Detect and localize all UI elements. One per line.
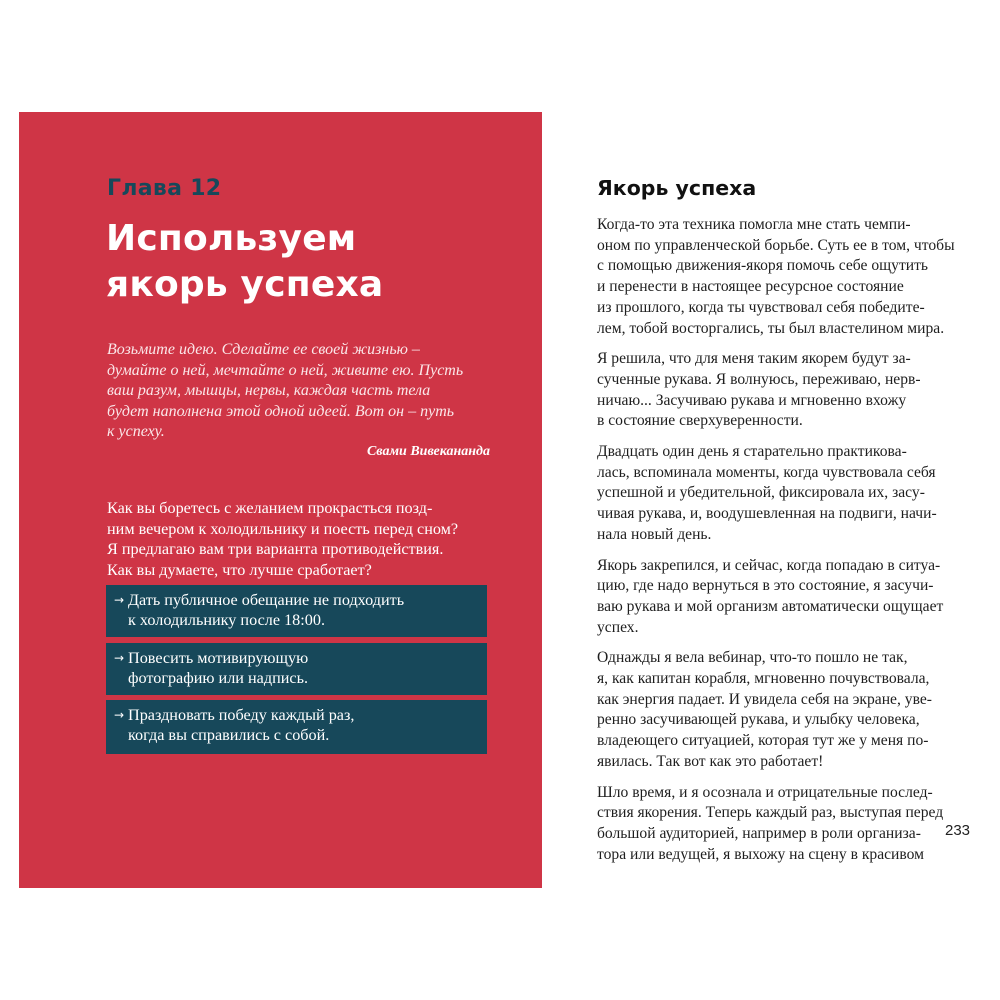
epigraph-line: будет наполнена этой одной идеей. Вот он – путь [107, 402, 455, 420]
text-line: я, как капитан корабля, мгновенно почувствовала, [597, 670, 930, 688]
text-line: большой аудиторией, например в роли организа- [597, 824, 921, 842]
text-line: нала новый день. [597, 525, 712, 543]
chapter-title-line: Используем [106, 218, 357, 259]
text-line: успешной и убедительной, фиксировала их, засу- [597, 484, 925, 502]
epigraph-line: Возьмите идею. Сделайте ее своей жизнью – [107, 341, 420, 358]
question-line: Как вы боретесь с желанием прокрасться позд- [107, 499, 433, 517]
question-line: Как вы думаете, что лучше сработает? [107, 560, 372, 579]
chapter-title [106, 216, 526, 308]
paragraph [597, 648, 979, 772]
option-line: Дать публичное обещание не подходить [128, 591, 405, 609]
text-line: из прошлого, когда ты чувствовал себя победите- [597, 298, 925, 316]
text-line: ничаю... Засучиваю рукава и мгновенно вхожу [597, 391, 907, 409]
text-line: сученные рукава. Я волнуюсь, переживаю, нерв- [597, 370, 921, 388]
epigraph-line: к успеху. [107, 423, 165, 440]
text-line: Двадцать один день я старательно практикова- [597, 443, 907, 461]
chapter-label: Глава 12 [107, 176, 222, 201]
option-box-2 [106, 643, 487, 695]
arrow-right-icon: → [114, 651, 125, 665]
page-number: 233 [945, 822, 971, 839]
text-line: оном по управленческой борьбе. Суть ее в том, чтобы [597, 236, 955, 254]
text-line: тора или ведущей, я выхожу на сцену в красивом [597, 845, 925, 863]
paragraph [597, 349, 979, 432]
text-line: и перенести в настоящее ресурсное состояние [597, 278, 904, 296]
text-line: Я решила, что для меня таким якорем будут за- [597, 350, 911, 368]
text-line: с помощью движения-якоря помочь себе ощутить [597, 257, 929, 275]
question-line: Я предлагаю вам три варианта противодействия. [107, 540, 444, 558]
paragraph [597, 783, 979, 866]
text-line: чивая рукава, и, воодушевленная на подвиги, начи- [597, 505, 937, 523]
text-line: ренно засучивающей рукава, и улыбку человека, [597, 711, 920, 729]
text-line: лась, вспоминала моменты, когда чувствовала себя [597, 463, 936, 481]
text-line: Когда-то эта техника помогла мне стать чемпи- [597, 216, 911, 233]
text-line: цию, где надо вернуться в это состояние, я засучи- [597, 577, 934, 595]
option-line: фотографию или надпись. [128, 668, 309, 687]
text-line: успех. [597, 618, 639, 636]
option-line: к холодильнику после 18:00. [128, 610, 326, 629]
section-title: Якорь успеха [597, 176, 757, 200]
paragraph [597, 215, 979, 339]
text-line: в состояние сверхуверенности. [597, 412, 803, 430]
epigraph-line: думайте о ней, мечтайте о ней, живите ею. Пусть [107, 361, 464, 379]
option-box-3 [106, 700, 487, 754]
question-text [107, 498, 502, 580]
chapter-page [19, 112, 542, 888]
arrow-right-icon: → [114, 708, 125, 722]
text-line: Однажды я вела вебинар, что-то пошло не так, [597, 649, 908, 667]
body-text [597, 215, 979, 875]
paragraph [597, 556, 979, 639]
option-line: Повесить мотивирующую [128, 649, 309, 667]
epigraph-line: ваш разум, мышцы, нервы, каждая часть тела [107, 382, 431, 399]
arrow-right-icon: → [114, 593, 125, 607]
text-line: как энергия падает. И увидела себя на экране, уве- [597, 690, 932, 708]
text-line: ваю рукава и мой организм автоматически ощущает [597, 597, 944, 615]
chapter-title-line: якорь успеха [106, 264, 384, 305]
text-line: Якорь закрепился, и сейчас, когда попадаю в ситуа- [597, 556, 941, 574]
epigraph-author: Свами Вивекананда [366, 444, 490, 459]
option-line: Праздновать победу каждый раз, [128, 706, 355, 724]
option-box-1 [106, 585, 487, 637]
question-line: ним вечером к холодильнику и поесть перед сном? [107, 519, 459, 538]
text-line: явилась. Так вот как это работает! [597, 752, 824, 770]
text-line: владеющего ситуацией, которая тут же у меня по- [597, 732, 929, 750]
epigraph-quote [107, 340, 502, 443]
text-line: Шло время, и я осознала и отрицательные послед- [597, 783, 933, 801]
text-line: лем, тобой восторгались, ты был властелином мира. [597, 319, 945, 337]
option-line: когда вы справились с собой. [128, 725, 330, 744]
paragraph [597, 442, 979, 546]
text-line: ствия якорения. Теперь каждый раз, выступая перед [597, 804, 944, 822]
